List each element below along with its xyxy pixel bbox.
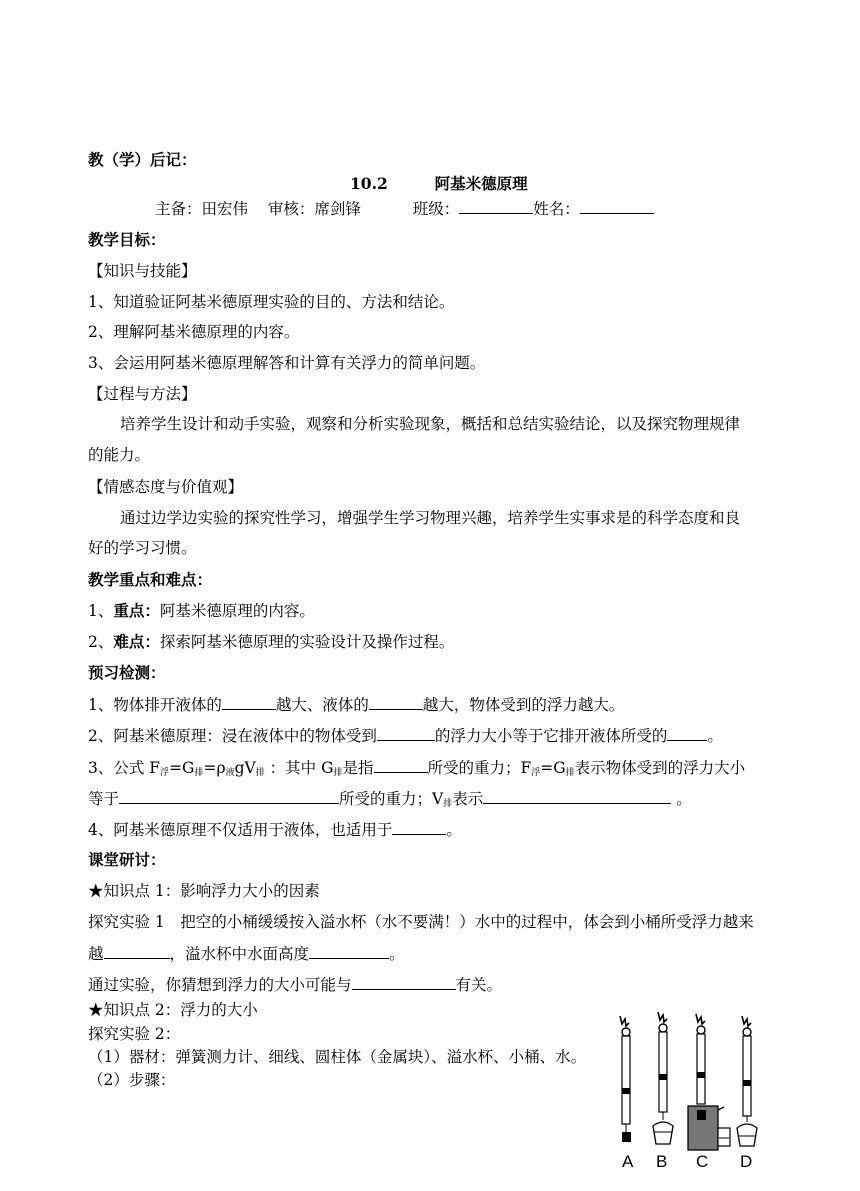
exp1-text: 越 <box>88 945 104 963</box>
q3-text: 所受的重力；F <box>427 759 532 777</box>
q1-blank-2[interactable] <box>369 694 423 710</box>
q2-text: 。 <box>707 727 723 745</box>
preview-question-4 <box>88 819 462 840</box>
preview-question-3-cont <box>88 788 692 814</box>
q3-blank-2[interactable] <box>119 788 339 804</box>
key-point-line <box>88 601 315 621</box>
emotion-text: 好的学习习惯。 <box>88 539 197 557</box>
process-text: 的能力。 <box>88 446 151 464</box>
preview-heading: 预习检测： <box>88 663 166 682</box>
hard-point-line <box>88 632 454 652</box>
byline-review: 审核：席剑锋 <box>267 200 361 218</box>
byline-name-label: 姓名： <box>533 200 580 218</box>
scale-d <box>737 1016 757 1146</box>
q4-text: 4、阿基米德原理不仅适用于液体，也适用于 <box>88 821 393 839</box>
byline-main: 主备：田宏伟 <box>155 200 249 218</box>
experiment-1-cont <box>88 943 405 964</box>
q3-subscript: 排 <box>255 768 265 778</box>
figure-label-b: B <box>656 1152 668 1171</box>
q3-text: 是指 <box>342 759 374 777</box>
guess-line <box>88 974 502 995</box>
key-label: 重点： <box>113 601 160 620</box>
q3-text: 。 <box>676 790 692 808</box>
exp1-blank-1[interactable] <box>104 943 170 959</box>
knowledge-point-1: ★知识点 1：影响浮力大小的因素 <box>88 882 320 900</box>
knowledge-item: 2、理解阿基米德原理的内容。 <box>88 323 300 341</box>
q3-text: 表示 <box>452 790 484 808</box>
experiment-2-heading: 探究实验 2： <box>88 1025 181 1043</box>
q2-text: 2、阿基米德原理：浸在液体中的物体受到 <box>88 727 377 745</box>
title-number: 10.2 <box>350 174 388 193</box>
emotion-text: 通过边学边实验的探究性学习，增强学生学习物理兴趣，培养学生实事求是的科学态度和良 <box>120 509 741 527</box>
name-blank[interactable] <box>580 198 654 214</box>
guess-blank[interactable] <box>352 974 456 990</box>
q3-text: 所受的重力；V <box>339 790 444 808</box>
q2-blank-1[interactable] <box>377 725 435 741</box>
exp1-blank-2[interactable] <box>309 943 389 959</box>
q3-subscript: 浮 <box>531 768 541 778</box>
q1-text: 越大，物体受到的浮力越大。 <box>422 696 625 714</box>
q3-text: gV <box>234 759 256 777</box>
preview-question-2 <box>88 725 723 746</box>
knowledge-item: 1、知道验证阿基米德原理实验的目的、方法和结论。 <box>88 293 455 311</box>
q3-text: ：其中 G <box>269 759 334 777</box>
q2-text: 的浮力大小等于它排开液体所受的 <box>434 727 668 745</box>
classroom-heading: 课堂研讨： <box>88 850 166 869</box>
q3-text: =G <box>169 759 195 777</box>
key-points-heading: 教学重点和难点： <box>88 570 213 589</box>
q3-subscript: 排 <box>443 799 453 809</box>
title-name: 阿基米德原理 <box>434 174 528 193</box>
knowledge-item: 3、会运用阿基米德原理解答和计算有关浮力的简单问题。 <box>88 354 486 372</box>
q3-subscript: 排 <box>194 768 204 778</box>
figure-label-d: D <box>740 1152 753 1171</box>
exp1-text: 。 <box>389 945 405 963</box>
process-text: 培养学生设计和动手实验，观察和分析实验现象，概括和总结实验结论，以及探究物理规律 <box>120 415 741 433</box>
afterword-label: 教（学）后记： <box>88 150 197 169</box>
hard-label: 难点： <box>113 632 160 651</box>
q3-subscript: 浮 <box>160 768 170 778</box>
q1-text: 越大、液体的 <box>275 696 369 714</box>
hard-prefix: 2、 <box>88 633 114 651</box>
figure-label-c: C <box>696 1152 709 1171</box>
class-blank[interactable] <box>459 198 533 214</box>
guess-text: 有关。 <box>455 976 503 994</box>
q1-text: 1、物体排开液体的 <box>88 696 222 714</box>
q3-text: 3、公式 F <box>88 759 161 777</box>
q4-blank[interactable] <box>392 819 446 835</box>
q3-blank-3[interactable] <box>483 788 671 804</box>
byline <box>155 198 654 219</box>
scale-a <box>620 1016 631 1142</box>
q1-blank-1[interactable] <box>222 694 276 710</box>
hard-text: 探索阿基米德原理的实验设计及操作过程。 <box>159 633 455 651</box>
steps-line: （2）步骤： <box>88 1071 176 1089</box>
key-prefix: 1、 <box>88 602 114 620</box>
q3-text: 表示物体受到的浮力大小 <box>574 759 746 777</box>
emotion-heading: 【情感态度与价值观】 <box>88 478 244 496</box>
q3-blank-1[interactable] <box>374 757 428 773</box>
q3-subscript: 液 <box>225 768 235 778</box>
q3-text: 等于 <box>88 790 120 808</box>
scale-c <box>688 1014 730 1150</box>
q3-text: =G <box>540 759 566 777</box>
knowledge-point-2: ★知识点 2：浮力的大小 <box>88 1001 258 1019</box>
q3-text: =ρ <box>203 759 226 777</box>
preview-question-3 <box>88 757 745 783</box>
q2-blank-2[interactable] <box>667 725 707 741</box>
experiment-1-text: 探究实验 1 把空的小桶缓缓按入溢水杯（水不要满！）水中的过程中，体会到小桶所受浮力越来 <box>88 913 754 931</box>
experiment-figure <box>606 1012 766 1154</box>
process-heading: 【过程与方法】 <box>88 385 197 403</box>
equipment-line: （1）器材：弹簧测力计、细线、圆柱体（金属块）、溢水杯、小桶、水。 <box>88 1048 587 1066</box>
preview-question-1 <box>88 694 624 715</box>
key-text: 阿基米德原理的内容。 <box>159 602 315 620</box>
goals-heading: 教学目标： <box>88 230 166 249</box>
figure-label-a: A <box>622 1152 634 1171</box>
exp1-text: ，溢水杯中水面高度 <box>169 945 310 963</box>
scale-b <box>653 1012 673 1144</box>
guess-text: 通过实验，你猜想到浮力的大小可能与 <box>88 976 352 994</box>
byline-class-label: 班级： <box>412 200 460 218</box>
q3-subscript: 排 <box>333 768 343 778</box>
knowledge-heading: 【知识与技能】 <box>88 262 197 280</box>
page-title <box>350 174 528 194</box>
q3-subscript: 排 <box>565 768 575 778</box>
q4-text: 。 <box>446 821 462 839</box>
